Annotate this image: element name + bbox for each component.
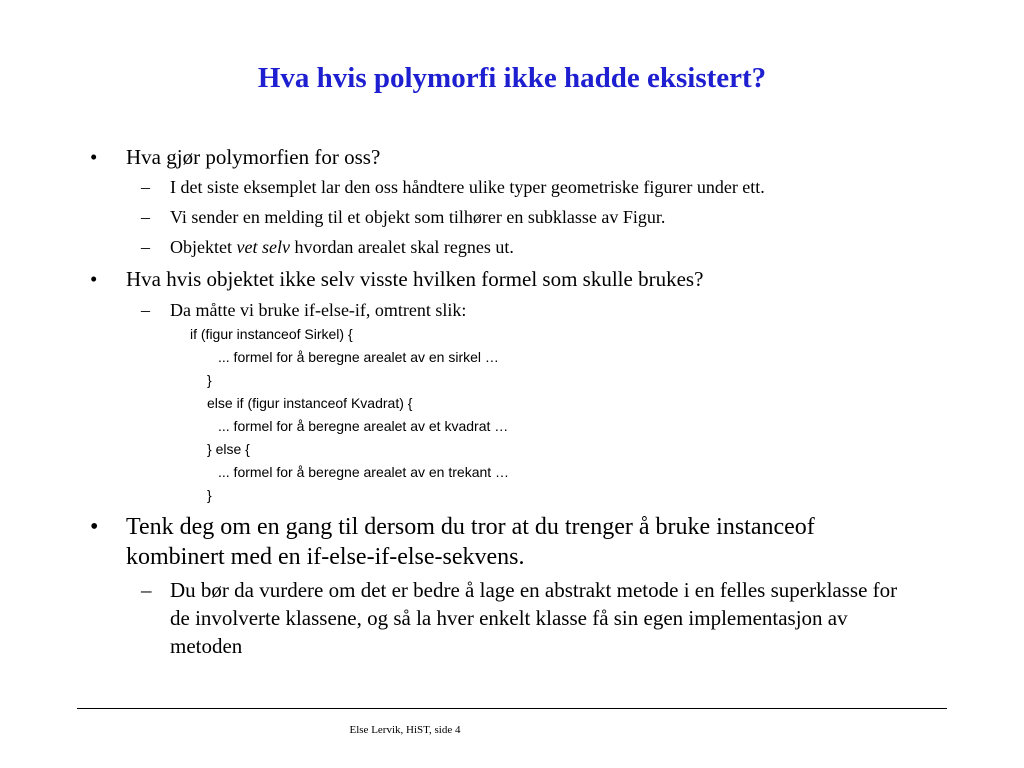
- sub-bullet-emphasis: vet selv: [236, 237, 290, 257]
- sub-bullet-text: Da måtte vi bruke if-else-if, omtrent slik:: [170, 300, 467, 320]
- sub-bullet-text: I det siste eksemplet lar den oss håndtere ulike typer geometriske figurer under ett.: [170, 177, 765, 197]
- code-line: } else {: [207, 441, 250, 457]
- sub-bullet-marker: –: [141, 237, 150, 257]
- sub-bullet-marker: –: [141, 207, 150, 227]
- bullet-text: Hva hvis objektet ikke selv visste hvilken formel som skulle brukes?: [126, 267, 704, 291]
- code-line: }: [207, 372, 212, 388]
- sub-bullet-text: [170, 236, 514, 259]
- sub-bullet-text-start: Objektet: [170, 237, 237, 257]
- sub-bullet-text: Vi sender en melding til et objekt som tilhører en subklasse av Figur.: [170, 207, 666, 227]
- code-line: }: [207, 487, 212, 503]
- code-line: ... formel for å beregne arealet av et kvadrat …: [218, 418, 509, 434]
- code-line: else if (figur instanceof Kvadrat) {: [207, 395, 413, 411]
- slide-title: Hva hvis polymorfi ikke hadde eksistert?: [257, 62, 767, 94]
- footer-text: Else Lervik, HiST, side 4: [349, 724, 461, 736]
- code-line: ... formel for å beregne arealet av en trekant …: [218, 464, 510, 480]
- bullet-marker: •: [90, 267, 98, 291]
- bullet-item: [90, 512, 950, 572]
- sub-bullet-marker: –: [141, 177, 150, 197]
- sub-bullet-marker: –: [141, 300, 150, 320]
- bullet-text: Hva gjør polymorfien for oss?: [126, 145, 381, 169]
- bullet-marker: •: [90, 514, 99, 540]
- code-line: if (figur instanceof Sirkel) {: [190, 326, 353, 342]
- sub-bullet-item: [141, 576, 941, 660]
- sub-bullet-marker: –: [141, 578, 152, 602]
- bullet-text: Tenk deg om en gang til dersom du tror at du trenger å bruke instanceof kombinert med en if-else-if-else-sekvens.: [126, 514, 815, 570]
- sub-bullet-text: Du bør da vurdere om det er bedre å lage en abstrakt metode i en felles superklasse for de involverte klassene, og så la hver enkelt klasse få sin egen implementasjon av metoden: [170, 578, 898, 658]
- bullet-marker: •: [90, 145, 98, 169]
- footer-divider: [77, 708, 947, 709]
- code-line: ... formel for å beregne arealet av en sirkel …: [218, 349, 499, 365]
- sub-bullet-text-end: hvordan arealet skal regnes ut.: [289, 237, 514, 257]
